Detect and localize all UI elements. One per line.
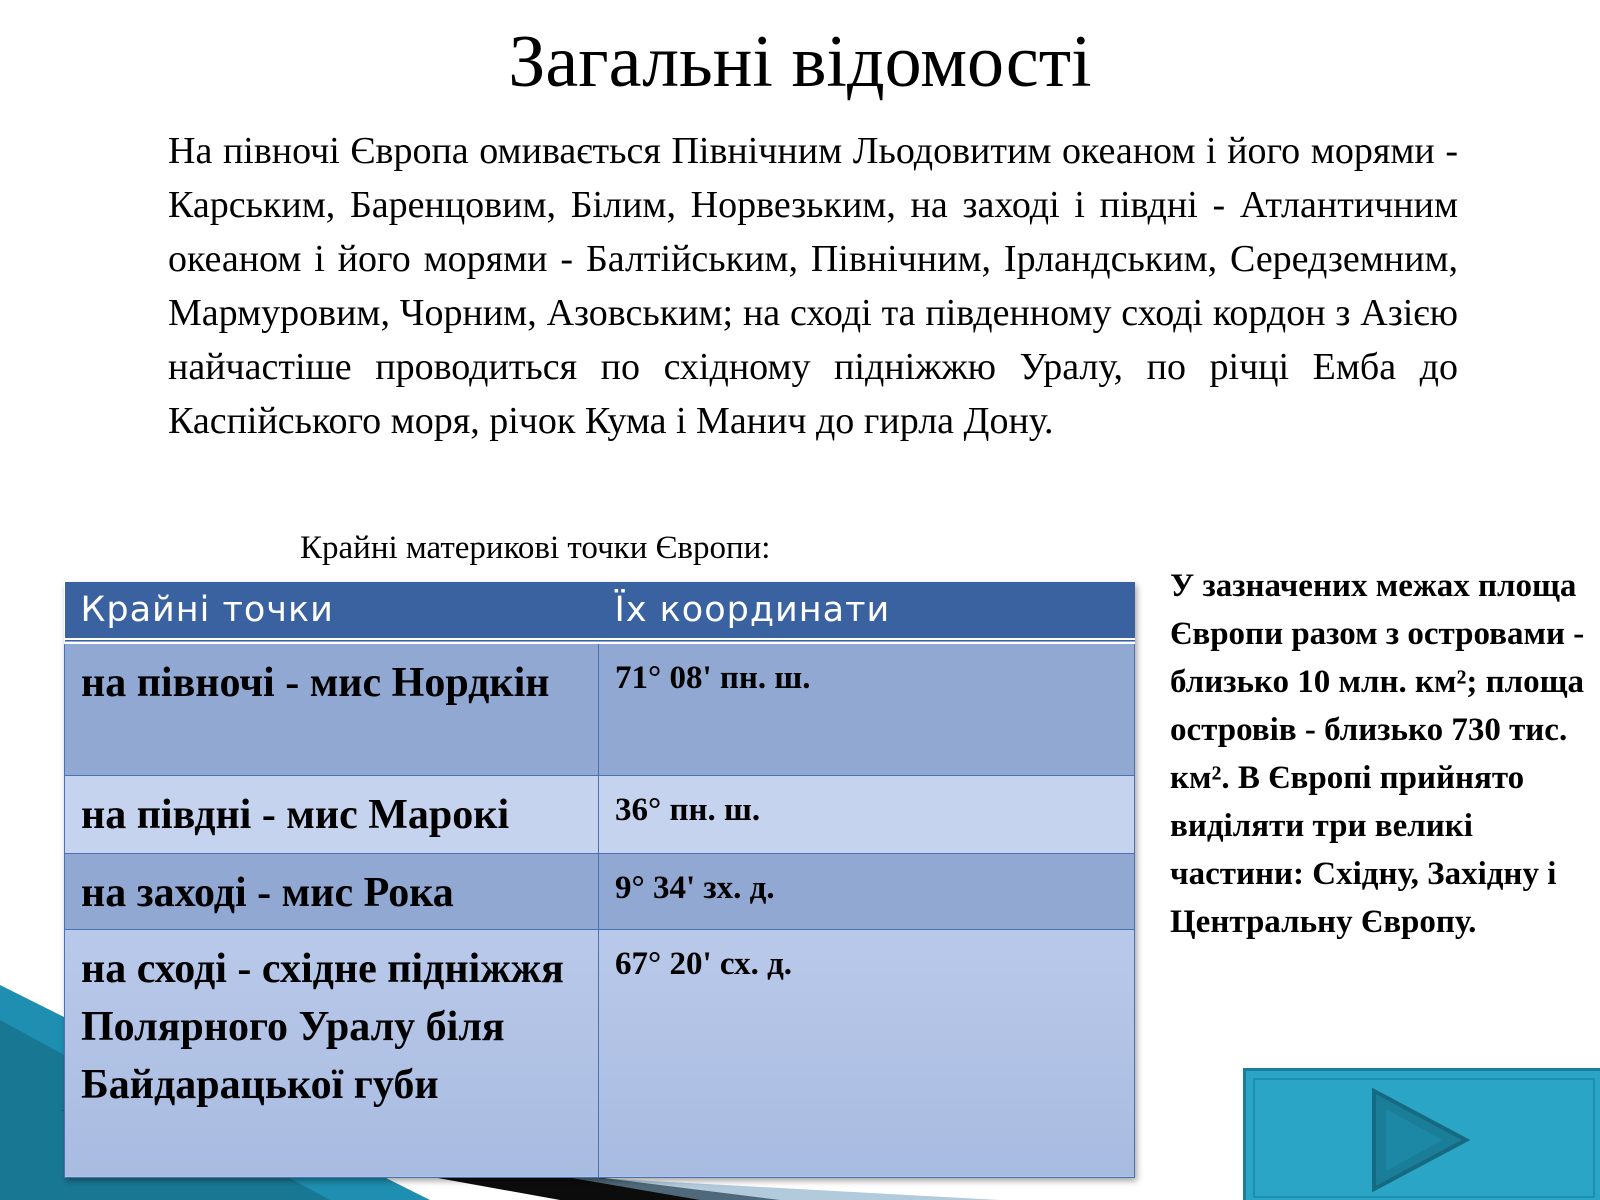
table-row xyxy=(65,853,1135,929)
point-coords: 9° 34' зх. д. xyxy=(599,853,1135,929)
page-title: Загальні відомості xyxy=(508,21,1092,103)
table-header-row xyxy=(65,582,1135,641)
play-arrow-icon xyxy=(1366,1085,1476,1195)
point-name: на півночі - мис Нордкін xyxy=(65,641,599,775)
area-note: У зазначених межах площа Європи разом з островами - близько 10 млн. км²; площа островів - близько 730 тис. км². В Європі прийнято виділяти три великі частини: Східну, Західну і Центральну Європу. xyxy=(1170,568,1585,940)
extreme-points-table xyxy=(64,582,1135,1178)
point-coords: 67° 20' сх. д. xyxy=(599,929,1135,1177)
column-header-points: Крайні точки xyxy=(65,582,599,641)
table-row xyxy=(65,641,1135,775)
next-slide-button[interactable] xyxy=(1243,1068,1600,1200)
intro-paragraph: На півночі Європа омивається Північним Льодовитим океаном і його морями - Карським, Баренцовим, Білим, Норвезьким, на заході і півдні - Атлантичним океаном і його морями - Балтійським, Північним, Ірландським, Середземним, Мармуровим, Чорним, Азовським; на сході та південному сході кордон з Азією найчастіше проводиться по східному підніжжю Уралу, по річці Емба до Каспійського моря, річок Кума і Манич до гирла Дону. xyxy=(168,130,1458,442)
point-coords: 71° 08' пн. ш. xyxy=(599,641,1135,775)
point-name: на сході - східне підніжжя Полярного Уралу біля Байдарацької губи xyxy=(65,929,599,1177)
table-row xyxy=(65,929,1135,1177)
point-name: на заході - мис Рока xyxy=(65,853,599,929)
column-header-coords: Їх координати xyxy=(599,582,1135,641)
table-caption: Крайні материкові точки Європи: xyxy=(300,530,771,566)
point-coords: 36° пн. ш. xyxy=(599,775,1135,853)
table-row xyxy=(65,775,1135,853)
point-name: на півдні - мис Марокі xyxy=(65,775,599,853)
